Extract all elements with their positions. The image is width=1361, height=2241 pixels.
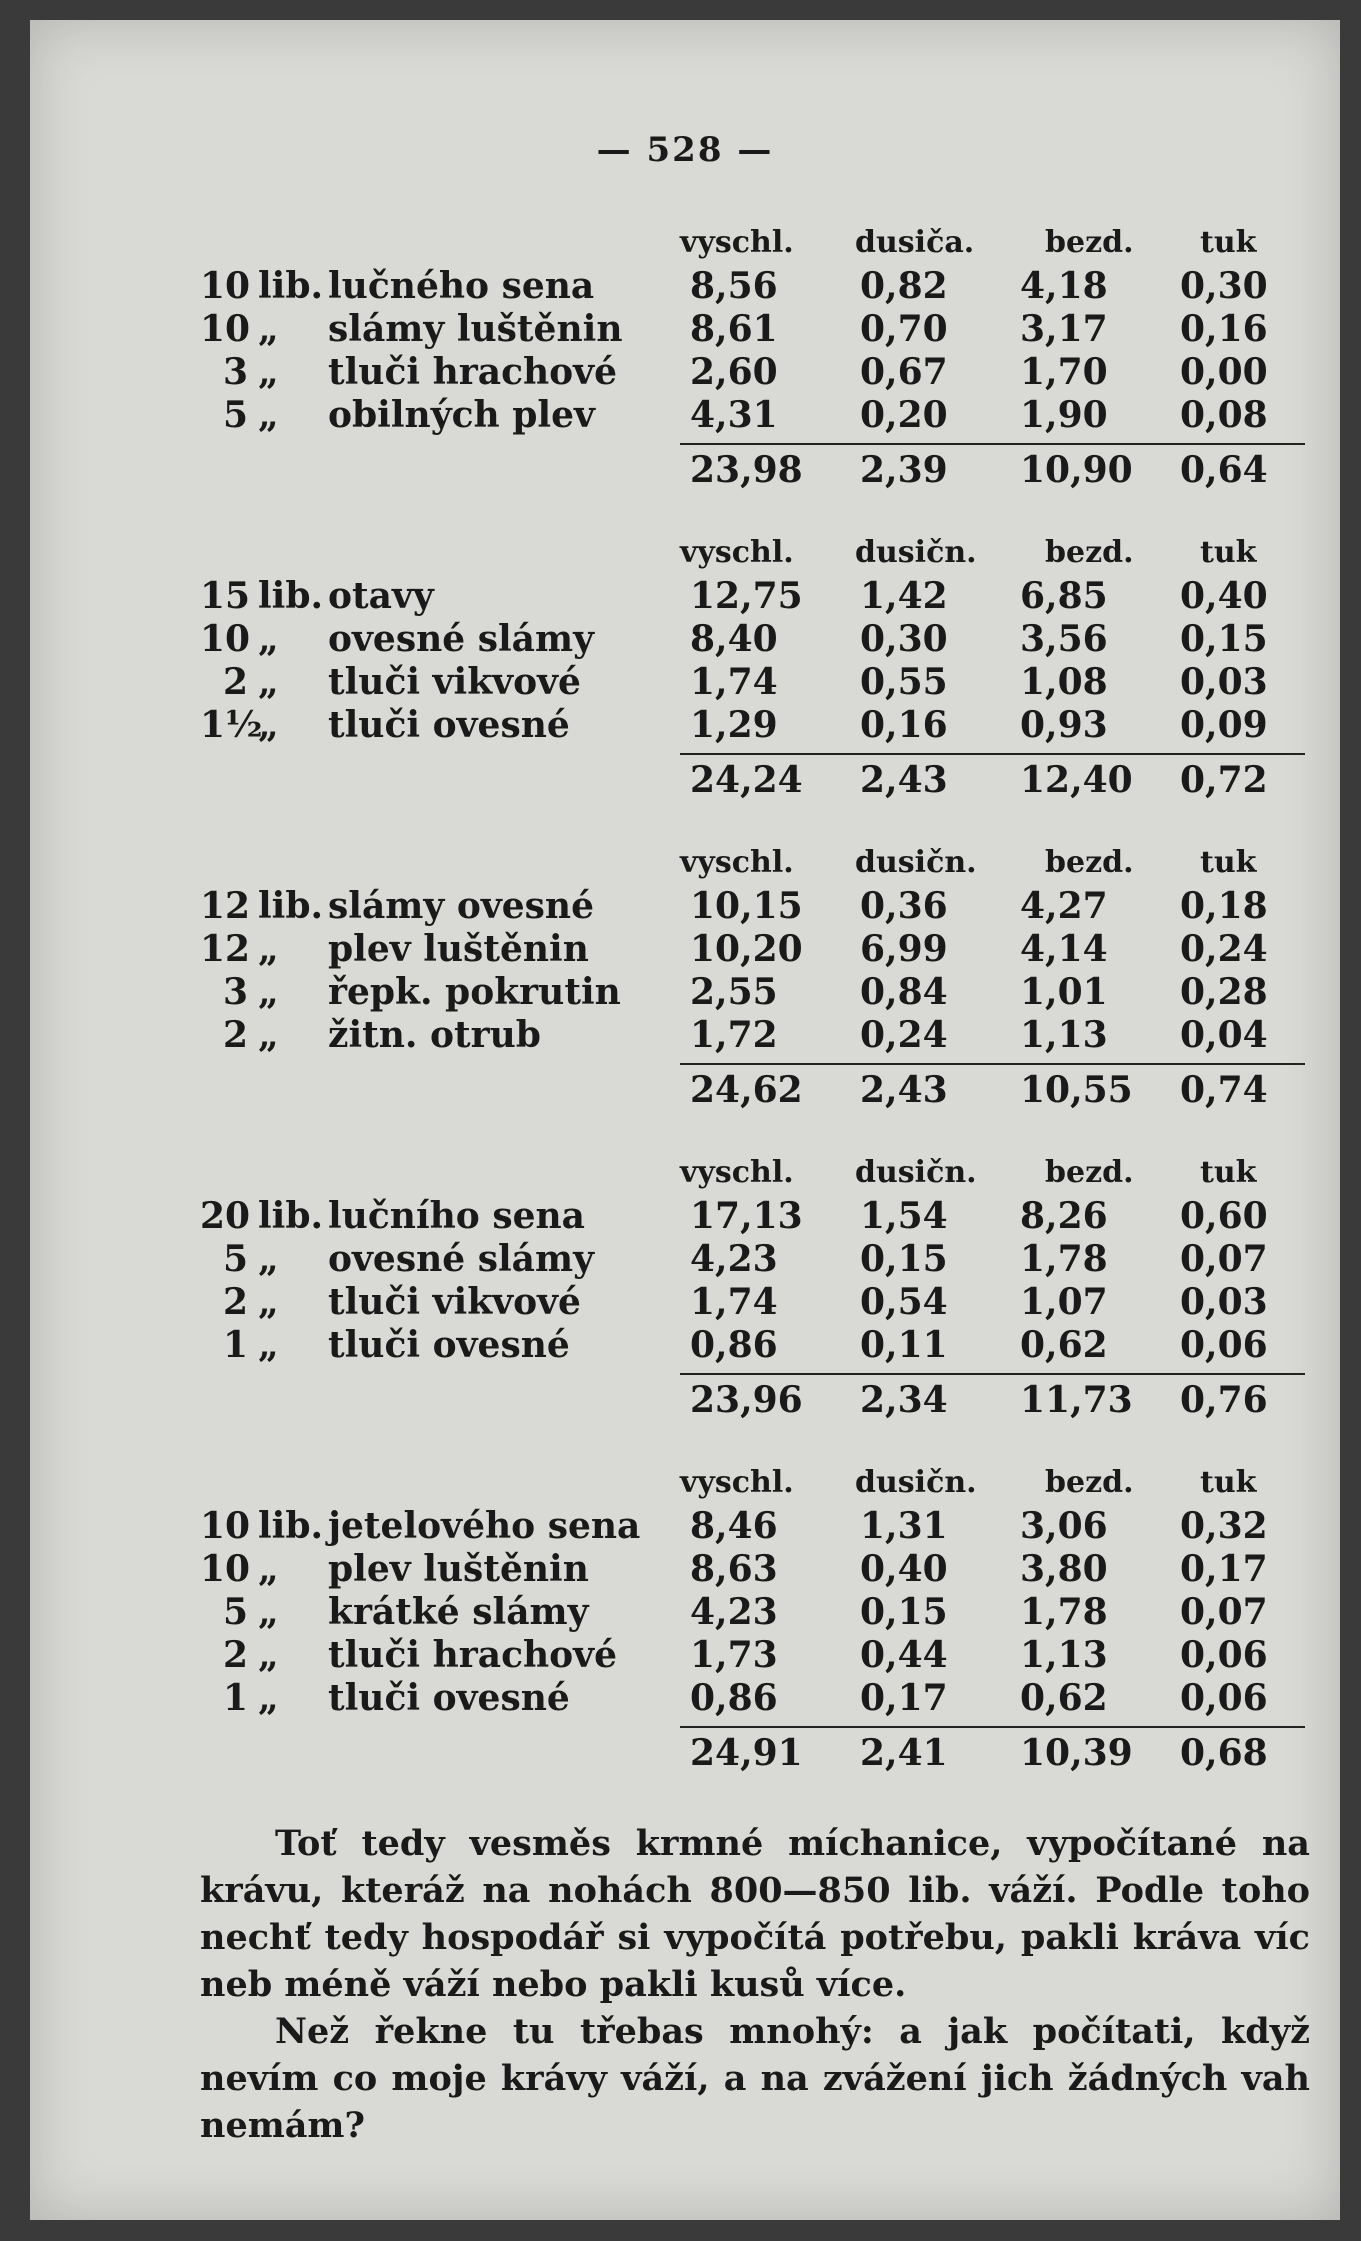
feed-name-cell: ovesné slámy xyxy=(328,618,594,660)
quantity-cell: 12 xyxy=(200,928,251,970)
feed-name-cell: plev luštěnin xyxy=(328,928,589,970)
nitrogen-cell: 0,15 xyxy=(860,1238,948,1280)
unit-cell: „ xyxy=(258,394,279,436)
total-cell: 23,96 xyxy=(690,1379,803,1421)
column-header: vyschl. xyxy=(680,225,794,260)
unit-cell: lib. xyxy=(258,885,324,927)
sum-rule xyxy=(680,1726,1305,1728)
feed-name-cell: žitn. otrub xyxy=(328,1014,541,1056)
nitrogen-cell: 0,17 xyxy=(860,1677,948,1719)
fat-cell: 0,04 xyxy=(1180,1014,1268,1056)
total-cell: 24,91 xyxy=(690,1732,803,1774)
nitrogen-free-cell: 3,06 xyxy=(1020,1505,1108,1547)
column-header: bezd. xyxy=(1045,845,1134,880)
nitrogen-free-cell: 4,14 xyxy=(1020,928,1108,970)
fat-cell: 0,03 xyxy=(1180,1281,1268,1323)
fat-cell: 0,24 xyxy=(1180,928,1268,970)
table-header xyxy=(200,535,1310,575)
nitrogen-free-cell: 6,85 xyxy=(1020,575,1108,617)
dry-matter-cell: 1,72 xyxy=(690,1014,778,1056)
fat-cell: 0,00 xyxy=(1180,351,1268,393)
fat-cell: 0,30 xyxy=(1180,265,1268,307)
dry-matter-cell: 12,75 xyxy=(690,575,803,617)
dry-matter-cell: 4,23 xyxy=(690,1591,778,1633)
table-row xyxy=(200,1505,1310,1548)
quantity-cell: 1 xyxy=(222,1677,248,1719)
total-cell: 10,90 xyxy=(1020,449,1133,491)
fat-cell: 0,03 xyxy=(1180,661,1268,703)
page-number: — 528 — xyxy=(596,130,774,170)
table-row xyxy=(200,308,1310,351)
fat-cell: 0,06 xyxy=(1180,1634,1268,1676)
total-cell: 24,62 xyxy=(690,1069,803,1111)
nitrogen-free-cell: 1,90 xyxy=(1020,394,1108,436)
nitrogen-cell: 0,55 xyxy=(860,661,948,703)
dry-matter-cell: 0,86 xyxy=(690,1677,778,1719)
nitrogen-cell: 1,54 xyxy=(860,1195,948,1237)
unit-cell: „ xyxy=(258,1634,279,1676)
feed-name-cell: ovesné slámy xyxy=(328,1238,594,1280)
quantity-cell: 2 xyxy=(222,1634,248,1676)
nitrogen-cell: 0,16 xyxy=(860,704,948,746)
sum-rule xyxy=(680,753,1305,755)
column-header: tuk xyxy=(1200,225,1257,260)
column-header: bezd. xyxy=(1045,225,1134,260)
feed-name-cell: tluči hrachové xyxy=(328,1634,618,1676)
nitrogen-cell: 0,30 xyxy=(860,618,948,660)
column-header: tuk xyxy=(1200,845,1257,880)
total-cell: 0,64 xyxy=(1180,449,1268,491)
quantity-cell: 1½ xyxy=(200,704,263,746)
fat-cell: 0,16 xyxy=(1180,308,1268,350)
table-row xyxy=(200,1634,1310,1677)
unit-cell: „ xyxy=(258,1677,279,1719)
dry-matter-cell: 1,29 xyxy=(690,704,778,746)
table-row xyxy=(200,351,1310,394)
table-row xyxy=(200,1281,1310,1324)
fat-cell: 0,18 xyxy=(1180,885,1268,927)
feed-name-cell: tluči vikvové xyxy=(328,1281,581,1323)
table-row xyxy=(200,1677,1310,1720)
nitrogen-cell: 0,15 xyxy=(860,1591,948,1633)
column-header: dusiča. xyxy=(855,225,975,260)
total-cell: 2,41 xyxy=(860,1732,948,1774)
book-page xyxy=(30,20,1340,2220)
dry-matter-cell: 10,15 xyxy=(690,885,803,927)
unit-cell: lib. xyxy=(258,1505,324,1547)
total-cell: 10,39 xyxy=(1020,1732,1133,1774)
unit-cell: „ xyxy=(258,618,279,660)
dry-matter-cell: 1,74 xyxy=(690,661,778,703)
quantity-cell: 1 xyxy=(222,1324,248,1366)
fat-cell: 0,06 xyxy=(1180,1324,1268,1366)
quantity-cell: 3 xyxy=(222,351,248,393)
ration-table xyxy=(200,1155,1310,1425)
total-row xyxy=(200,1732,1310,1778)
table-row xyxy=(200,1591,1310,1634)
unit-cell: lib. xyxy=(258,265,324,307)
feed-name-cell: tluči ovesné xyxy=(328,1324,570,1366)
table-row xyxy=(200,265,1310,308)
quantity-cell: 5 xyxy=(222,394,248,436)
feed-name-cell: řepk. pokrutin xyxy=(328,971,621,1013)
quantity-cell: 10 xyxy=(200,308,251,350)
nitrogen-free-cell: 1,07 xyxy=(1020,1281,1108,1323)
quantity-cell: 10 xyxy=(200,618,251,660)
column-header: tuk xyxy=(1200,535,1257,570)
nitrogen-cell: 0,11 xyxy=(860,1324,948,1366)
fat-cell: 0,07 xyxy=(1180,1591,1268,1633)
nitrogen-cell: 0,82 xyxy=(860,265,948,307)
total-cell: 12,40 xyxy=(1020,759,1133,801)
fat-cell: 0,60 xyxy=(1180,1195,1268,1237)
feed-name-cell: jetelového sena xyxy=(328,1505,641,1547)
nitrogen-cell: 0,84 xyxy=(860,971,948,1013)
quantity-cell: 3 xyxy=(222,971,248,1013)
column-header: vyschl. xyxy=(680,1155,794,1190)
table-row xyxy=(200,1238,1310,1281)
unit-cell: lib. xyxy=(258,1195,324,1237)
dry-matter-cell: 10,20 xyxy=(690,928,803,970)
sum-rule xyxy=(680,1063,1305,1065)
quantity-cell: 10 xyxy=(200,265,251,307)
column-header: bezd. xyxy=(1045,1465,1134,1500)
feed-name-cell: krátké slámy xyxy=(328,1591,589,1633)
total-cell: 0,74 xyxy=(1180,1069,1268,1111)
nitrogen-free-cell: 8,26 xyxy=(1020,1195,1108,1237)
feed-name-cell: tluči ovesné xyxy=(328,704,570,746)
table-header xyxy=(200,845,1310,885)
dry-matter-cell: 8,56 xyxy=(690,265,778,307)
table-header xyxy=(200,1465,1310,1505)
unit-cell: „ xyxy=(258,1014,279,1056)
total-cell: 0,76 xyxy=(1180,1379,1268,1421)
paragraph: Než řekne tu třebas mnohý: a jak počítati, když nevím co moje krávy váží, a na zvážení jich žádných vah nemám? xyxy=(200,2011,1310,2146)
unit-cell: „ xyxy=(258,704,279,746)
fat-cell: 0,17 xyxy=(1180,1548,1268,1590)
total-cell: 23,98 xyxy=(690,449,803,491)
table-row xyxy=(200,575,1310,618)
table-header xyxy=(200,225,1310,265)
ration-table xyxy=(200,225,1310,495)
feed-name-cell: slámy ovesné xyxy=(328,885,594,927)
nitrogen-cell: 0,70 xyxy=(860,308,948,350)
dry-matter-cell: 2,55 xyxy=(690,971,778,1013)
quantity-cell: 10 xyxy=(200,1505,251,1547)
nitrogen-cell: 0,54 xyxy=(860,1281,948,1323)
table-row xyxy=(200,661,1310,704)
quantity-cell: 5 xyxy=(222,1591,248,1633)
unit-cell: „ xyxy=(258,351,279,393)
column-header: dusičn. xyxy=(855,845,977,880)
table-row xyxy=(200,1195,1310,1238)
nitrogen-cell: 0,20 xyxy=(860,394,948,436)
unit-cell: lib. xyxy=(258,575,324,617)
total-cell: 10,55 xyxy=(1020,1069,1133,1111)
quantity-cell: 15 xyxy=(200,575,251,617)
table-row xyxy=(200,704,1310,747)
total-cell: 0,72 xyxy=(1180,759,1268,801)
column-header: bezd. xyxy=(1045,535,1134,570)
table-row xyxy=(200,1548,1310,1591)
dry-matter-cell: 8,63 xyxy=(690,1548,778,1590)
sum-rule xyxy=(680,1373,1305,1375)
quantity-cell: 20 xyxy=(200,1195,251,1237)
table-row xyxy=(200,1014,1310,1057)
total-row xyxy=(200,449,1310,495)
nitrogen-cell: 0,44 xyxy=(860,1634,948,1676)
unit-cell: „ xyxy=(258,308,279,350)
quantity-cell: 2 xyxy=(222,1281,248,1323)
column-header: dusičn. xyxy=(855,1155,977,1190)
quantity-cell: 2 xyxy=(222,661,248,703)
unit-cell: „ xyxy=(258,1548,279,1590)
quantity-cell: 10 xyxy=(200,1548,251,1590)
feed-name-cell: tluči ovesné xyxy=(328,1677,570,1719)
total-row xyxy=(200,1379,1310,1425)
table-row xyxy=(200,1324,1310,1367)
nitrogen-free-cell: 3,17 xyxy=(1020,308,1108,350)
nitrogen-free-cell: 0,62 xyxy=(1020,1324,1108,1366)
table-header xyxy=(200,1155,1310,1195)
total-cell: 2,34 xyxy=(860,1379,948,1421)
table-row xyxy=(200,971,1310,1014)
fat-cell: 0,28 xyxy=(1180,971,1268,1013)
dry-matter-cell: 2,60 xyxy=(690,351,778,393)
feed-name-cell: lučního sena xyxy=(328,1195,586,1237)
nitrogen-cell: 0,40 xyxy=(860,1548,948,1590)
unit-cell: „ xyxy=(258,1324,279,1366)
unit-cell: „ xyxy=(258,661,279,703)
nitrogen-free-cell: 1,13 xyxy=(1020,1014,1108,1056)
table-row xyxy=(200,885,1310,928)
column-header: tuk xyxy=(1200,1465,1257,1500)
dry-matter-cell: 0,86 xyxy=(690,1324,778,1366)
nitrogen-cell: 1,42 xyxy=(860,575,948,617)
total-row xyxy=(200,1069,1310,1115)
dry-matter-cell: 1,73 xyxy=(690,1634,778,1676)
quantity-cell: 12 xyxy=(200,885,251,927)
feed-name-cell: obilných plev xyxy=(328,394,595,436)
feed-name-cell: tluči vikvové xyxy=(328,661,581,703)
table-row xyxy=(200,394,1310,437)
feed-name-cell: slámy luštěnin xyxy=(328,308,623,350)
nitrogen-free-cell: 3,80 xyxy=(1020,1548,1108,1590)
quantity-cell: 5 xyxy=(222,1238,248,1280)
nitrogen-cell: 0,67 xyxy=(860,351,948,393)
fat-cell: 0,40 xyxy=(1180,575,1268,617)
total-cell: 2,39 xyxy=(860,449,948,491)
fat-cell: 0,08 xyxy=(1180,394,1268,436)
dry-matter-cell: 4,23 xyxy=(690,1238,778,1280)
column-header: vyschl. xyxy=(680,1465,794,1500)
dry-matter-cell: 8,61 xyxy=(690,308,778,350)
table-row xyxy=(200,618,1310,661)
column-header: tuk xyxy=(1200,1155,1257,1190)
feed-name-cell: plev luštěnin xyxy=(328,1548,589,1590)
fat-cell: 0,06 xyxy=(1180,1677,1268,1719)
total-cell: 2,43 xyxy=(860,759,948,801)
nitrogen-free-cell: 4,18 xyxy=(1020,265,1108,307)
feed-name-cell: tluči hrachové xyxy=(328,351,618,393)
fat-cell: 0,09 xyxy=(1180,704,1268,746)
column-header: vyschl. xyxy=(680,845,794,880)
fat-cell: 0,32 xyxy=(1180,1505,1268,1547)
nitrogen-free-cell: 0,93 xyxy=(1020,704,1108,746)
nitrogen-free-cell: 0,62 xyxy=(1020,1677,1108,1719)
dry-matter-cell: 8,46 xyxy=(690,1505,778,1547)
fat-cell: 0,07 xyxy=(1180,1238,1268,1280)
column-header: dusičn. xyxy=(855,535,977,570)
feed-name-cell: otavy xyxy=(328,575,434,617)
nitrogen-cell: 0,36 xyxy=(860,885,948,927)
nitrogen-cell: 6,99 xyxy=(860,928,948,970)
total-cell: 0,68 xyxy=(1180,1732,1268,1774)
column-header: dusičn. xyxy=(855,1465,977,1500)
nitrogen-cell: 1,31 xyxy=(860,1505,948,1547)
nitrogen-free-cell: 1,78 xyxy=(1020,1238,1108,1280)
total-row xyxy=(200,759,1310,805)
paragraph: Toť tedy vesměs krmné míchanice, vypočítané na krávu, kteráž na nohách 800—850 lib. váží. Podle toho nechť tedy hospodář si vypočítá potřebu, pakli kráva víc neb méně váží nebo pakli kusů více. xyxy=(200,1823,1310,2005)
nitrogen-free-cell: 1,78 xyxy=(1020,1591,1108,1633)
total-cell: 24,24 xyxy=(690,759,803,801)
nitrogen-free-cell: 1,08 xyxy=(1020,661,1108,703)
feed-name-cell: lučného sena xyxy=(328,265,595,307)
column-header: bezd. xyxy=(1045,1155,1134,1190)
dry-matter-cell: 8,40 xyxy=(690,618,778,660)
nitrogen-free-cell: 1,01 xyxy=(1020,971,1108,1013)
dry-matter-cell: 17,13 xyxy=(690,1195,803,1237)
nitrogen-cell: 0,24 xyxy=(860,1014,948,1056)
sum-rule xyxy=(680,443,1305,445)
nitrogen-free-cell: 1,70 xyxy=(1020,351,1108,393)
column-header: vyschl. xyxy=(680,535,794,570)
total-cell: 2,43 xyxy=(860,1069,948,1111)
body-text xyxy=(200,1820,1310,2149)
nitrogen-free-cell: 4,27 xyxy=(1020,885,1108,927)
quantity-cell: 2 xyxy=(222,1014,248,1056)
ration-table xyxy=(200,845,1310,1115)
fat-cell: 0,15 xyxy=(1180,618,1268,660)
total-cell: 11,73 xyxy=(1020,1379,1133,1421)
unit-cell: „ xyxy=(258,1591,279,1633)
unit-cell: „ xyxy=(258,1281,279,1323)
unit-cell: „ xyxy=(258,971,279,1013)
dry-matter-cell: 4,31 xyxy=(690,394,778,436)
unit-cell: „ xyxy=(258,928,279,970)
ration-table xyxy=(200,535,1310,805)
unit-cell: „ xyxy=(258,1238,279,1280)
ration-table xyxy=(200,1465,1310,1778)
table-row xyxy=(200,928,1310,971)
nitrogen-free-cell: 1,13 xyxy=(1020,1634,1108,1676)
nitrogen-free-cell: 3,56 xyxy=(1020,618,1108,660)
dry-matter-cell: 1,74 xyxy=(690,1281,778,1323)
